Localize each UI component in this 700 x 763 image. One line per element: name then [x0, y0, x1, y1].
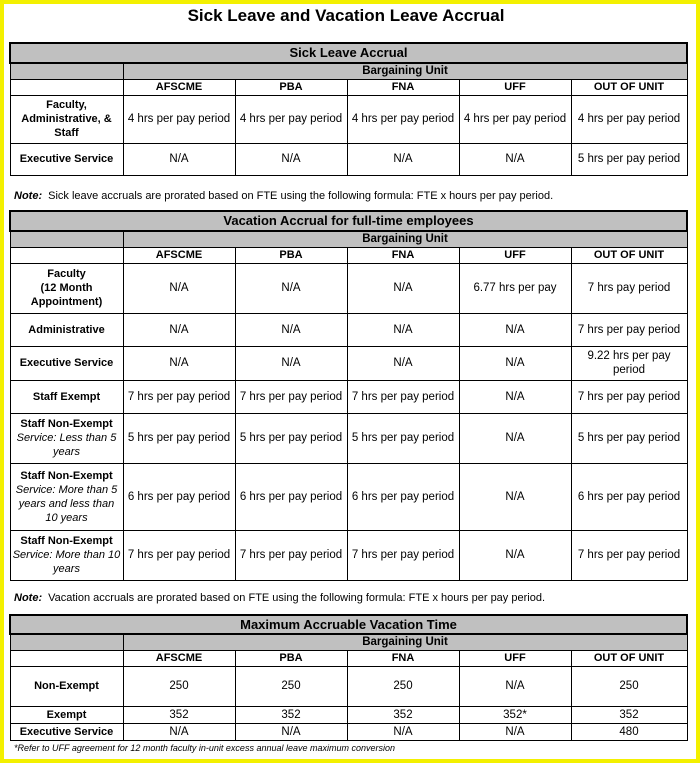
- table-cell: 7 hrs per pay period: [123, 380, 235, 413]
- section-title: Sick Leave Accrual: [10, 43, 687, 63]
- column-header: UFF: [459, 650, 571, 666]
- table-cell: 7 hrs per pay period: [571, 380, 687, 413]
- blank-cell: [10, 247, 123, 263]
- table-cell: 250: [347, 666, 459, 706]
- table-cell: N/A: [347, 723, 459, 740]
- table-cell: N/A: [123, 346, 235, 380]
- column-header: OUT OF UNIT: [571, 79, 687, 95]
- row-label-name: Staff Non-Exempt: [20, 418, 113, 430]
- row-label: Executive Service: [10, 723, 123, 740]
- row-label: Executive Service: [10, 143, 123, 175]
- table-cell: N/A: [123, 263, 235, 313]
- table-cell: 9.22 hrs per pay period: [571, 346, 687, 380]
- row-label: [10, 263, 123, 313]
- row-label: Executive Service: [10, 346, 123, 380]
- table-cell: N/A: [459, 723, 571, 740]
- table-cell: 5 hrs per pay period: [571, 143, 687, 175]
- table-cell: 4 hrs per pay period: [571, 95, 687, 143]
- table-cell: N/A: [123, 723, 235, 740]
- column-header: FNA: [347, 247, 459, 263]
- table-cell: N/A: [459, 463, 571, 530]
- table-cell: 4 hrs per pay period: [347, 95, 459, 143]
- sick-leave-note: [14, 190, 553, 202]
- section-title: Vacation Accrual for full-time employees: [10, 211, 687, 231]
- bargaining-unit-label: Bargaining Unit: [123, 231, 687, 247]
- table-cell: 5 hrs per pay period: [347, 413, 459, 463]
- column-header: OUT OF UNIT: [571, 650, 687, 666]
- table-cell: 6 hrs per pay period: [571, 463, 687, 530]
- document-title: Sick Leave and Vacation Leave Accrual: [187, 6, 505, 25]
- row-label: [10, 463, 123, 530]
- table-cell: 7 hrs per pay period: [571, 313, 687, 346]
- row-label: Staff Exempt: [10, 380, 123, 413]
- column-header: UFF: [459, 247, 571, 263]
- column-header: FNA: [347, 650, 459, 666]
- table-cell: N/A: [347, 263, 459, 313]
- table-cell: N/A: [235, 723, 347, 740]
- table-cell: 6 hrs per pay period: [235, 463, 347, 530]
- row-label-detail: Service: More than 10 years: [12, 549, 121, 575]
- table-cell: N/A: [347, 313, 459, 346]
- section-title: Maximum Accruable Vacation Time: [10, 615, 687, 634]
- row-label: [10, 530, 123, 580]
- row-label-name: Staff Non-Exempt: [20, 535, 113, 547]
- table-cell: N/A: [235, 346, 347, 380]
- sick-leave-table: [9, 42, 688, 176]
- footnote: *Refer to UFF agreement for 12 month faculty in-unit excess annual leave maximum conversion: [14, 743, 396, 753]
- column-header: PBA: [235, 650, 347, 666]
- note-label: Note:: [14, 592, 43, 604]
- blank-cell: [10, 231, 123, 247]
- column-header: UFF: [459, 79, 571, 95]
- row-label-detail: Service: More than 5 years and less than 10 years: [15, 483, 118, 524]
- table-cell: 5 hrs per pay period: [123, 413, 235, 463]
- column-header: PBA: [235, 79, 347, 95]
- column-header: AFSCME: [123, 79, 235, 95]
- blank-cell: [10, 634, 123, 650]
- column-header: PBA: [235, 247, 347, 263]
- table-cell: 352: [571, 706, 687, 723]
- table-cell: 6.77 hrs per pay: [459, 263, 571, 313]
- table-cell: 6 hrs per pay period: [347, 463, 459, 530]
- table-cell: 4 hrs per pay period: [459, 95, 571, 143]
- table-cell: 7 hrs per pay period: [347, 380, 459, 413]
- note-text: Sick leave accruals are prorated based on FTE using the following formula: FTE x hours per pay period.: [48, 190, 554, 202]
- bargaining-unit-label: Bargaining Unit: [123, 63, 687, 79]
- table-cell: N/A: [459, 413, 571, 463]
- table-cell: 6 hrs per pay period: [123, 463, 235, 530]
- column-header: OUT OF UNIT: [571, 247, 687, 263]
- table-cell: N/A: [459, 313, 571, 346]
- row-label-detail: (12 Month Appointment): [30, 282, 103, 308]
- table-cell: N/A: [235, 263, 347, 313]
- table-cell: N/A: [459, 346, 571, 380]
- table-cell: 7 hrs per pay period: [235, 380, 347, 413]
- table-cell: 7 hrs per pay period: [347, 530, 459, 580]
- table-cell: N/A: [459, 143, 571, 175]
- table-cell: 5 hrs per pay period: [571, 413, 687, 463]
- table-cell: N/A: [235, 313, 347, 346]
- table-cell: N/A: [459, 530, 571, 580]
- table-cell: 7 hrs pay period: [571, 263, 687, 313]
- row-label: Faculty, Administrative, & Staff: [10, 95, 123, 143]
- blank-cell: [10, 63, 123, 79]
- note-text: Vacation accruals are prorated based on FTE using the following formula: FTE x hours per pay period.: [48, 592, 545, 604]
- table-cell: N/A: [123, 313, 235, 346]
- table-cell: 4 hrs per pay period: [123, 95, 235, 143]
- table-cell: N/A: [459, 380, 571, 413]
- table-cell: N/A: [347, 346, 459, 380]
- table-cell: 352: [347, 706, 459, 723]
- row-label-name: Staff Non-Exempt: [20, 469, 113, 482]
- table-cell: 352*: [459, 706, 571, 723]
- column-header: AFSCME: [123, 650, 235, 666]
- table-cell: 7 hrs per pay period: [571, 530, 687, 580]
- table-cell: 352: [235, 706, 347, 723]
- table-cell: 352: [123, 706, 235, 723]
- row-label: [10, 413, 123, 463]
- table-cell: 250: [235, 666, 347, 706]
- bargaining-unit-label: Bargaining Unit: [123, 634, 687, 650]
- row-label-name: Faculty: [47, 268, 86, 280]
- table-cell: 7 hrs per pay period: [235, 530, 347, 580]
- table-cell: N/A: [235, 143, 347, 175]
- table-cell: 250: [123, 666, 235, 706]
- table-cell: 7 hrs per pay period: [123, 530, 235, 580]
- row-label-detail: Service: Less than 5 years: [16, 432, 117, 458]
- row-label: Exempt: [10, 706, 123, 723]
- max-vacation-table: [9, 614, 688, 741]
- table-cell: N/A: [123, 143, 235, 175]
- table-cell: N/A: [459, 666, 571, 706]
- table-cell: 250: [571, 666, 687, 706]
- column-header: FNA: [347, 79, 459, 95]
- table-cell: 5 hrs per pay period: [235, 413, 347, 463]
- blank-cell: [10, 79, 123, 95]
- column-header: AFSCME: [123, 247, 235, 263]
- table-cell: 4 hrs per pay period: [235, 95, 347, 143]
- vacation-accrual-table: [9, 210, 688, 581]
- row-label: Non-Exempt: [10, 666, 123, 706]
- table-cell: N/A: [347, 143, 459, 175]
- blank-cell: [10, 650, 123, 666]
- note-label: Note:: [14, 190, 43, 202]
- vacation-note: [14, 592, 545, 604]
- table-cell: 480: [571, 723, 687, 740]
- row-label: Administrative: [10, 313, 123, 346]
